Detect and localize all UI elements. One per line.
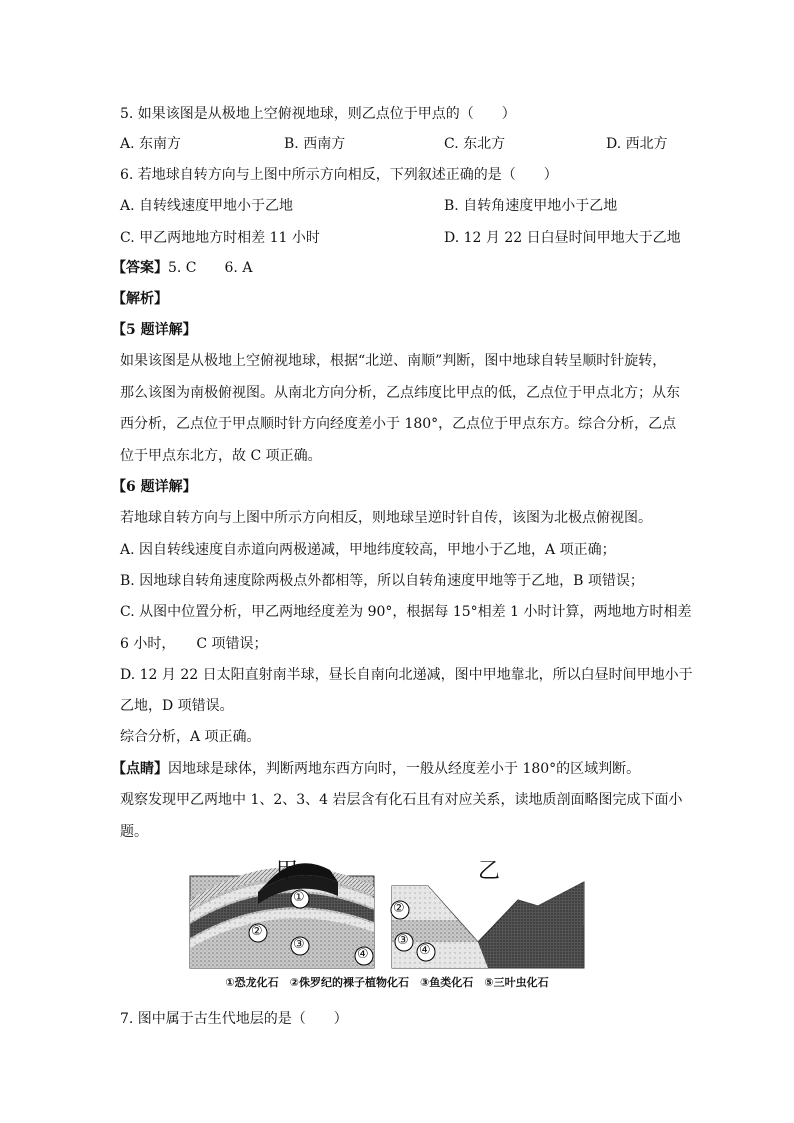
q5-stem: 5. 如果该图是从极地上空俯视地球，则乙点位于甲点的（ ）	[120, 106, 516, 122]
q5-option-d: D. 西北方	[606, 136, 668, 152]
q6-stem: 6. 若地球自转方向与上图中所示方向相反，下列叙述正确的是（ ）	[120, 167, 558, 183]
marker-3-yi: ③	[397, 933, 409, 948]
q5-detail-line: 位于甲点东北方，故 C 项正确。	[120, 448, 322, 464]
geologic-section-figure	[188, 856, 586, 996]
marker-2-jia: ②	[251, 924, 263, 939]
q5-detail-line: 西分析，乙点位于甲点顺时针方向经度差小于 180°，乙点位于甲点东方。综合分析，乙点	[120, 416, 677, 432]
label-jia: 甲	[276, 859, 299, 884]
q6-option-c: C. 甲乙两地地方时相差 11 小时	[120, 230, 320, 246]
tip-line	[112, 759, 640, 779]
marker-1-jia: ①	[293, 890, 305, 905]
tip-text: 因地球是球体，判断两地东西方向时，一般从经度差小于 180°的区域判断。	[168, 761, 641, 777]
answer-line	[112, 258, 252, 278]
marker-4-jia: ④	[357, 947, 369, 962]
q6-detail-line: B. 因地球自转角速度除两极点外都相等，所以自转角速度甲地等于乙地，B 项错误；	[120, 573, 644, 589]
q5-option-a: A. 东南方	[120, 136, 182, 152]
q6-option-b: B. 自转角速度甲地小于乙地	[444, 198, 618, 214]
figure-legend: ①恐龙化石 ②侏罗纪的裸子植物化石 ③鱼类化石 ⑤三叶虫化石	[225, 976, 549, 989]
q6-detail-line: 乙地，D 项错误。	[120, 698, 234, 714]
geologic-section-diagram	[188, 856, 586, 972]
q6-detail-line: A. 因自转线速度自赤道向两极递减，甲地纬度较高，甲地小于乙地，A 项正确；	[120, 542, 616, 558]
q6-option-a: A. 自转线速度甲地小于乙地	[120, 198, 294, 214]
answer-text: 5. C 6. A	[168, 260, 253, 276]
q5-detail-line: 如果该图是从极地上空俯视地球，根据“北逆、南顺”判断，图中地球自转呈顺时针旋转，	[120, 353, 667, 369]
q6-detail-line: D. 12 月 22 日太阳直射南半球，昼长自南向北递减，图中甲地靠北，所以白昼时间甲地小于	[120, 667, 693, 683]
marker-4-yi: ④	[419, 943, 431, 958]
q6-detail-line: C. 从图中位置分析，甲乙两地经度差为 90°，根据每 15°相差 1 小时计算，两地地方时相差	[120, 604, 692, 620]
label-yi: 乙	[478, 859, 501, 884]
marker-3-jia: ③	[293, 937, 305, 952]
q6-detail-line: 若地球自转方向与上图中所示方向相反，则地球呈逆时针自传，该图为北极点俯视图。	[120, 510, 652, 526]
q5-detail-title: 【5 题详解】	[112, 322, 197, 338]
q5-option-c: C. 东北方	[444, 136, 506, 152]
q5-detail-line: 那么该图为南极俯视图。从南北方向分析，乙点纬度比甲点的低，乙点位于甲点北方；从东	[120, 385, 680, 401]
intro-line: 观察发现甲乙两地中 1、2、3、4 岩层含有化石且有对应关系，读地质剖面略图完成下面小	[120, 792, 683, 808]
q6-detail-line: 6 小时， C 项错误；	[120, 636, 268, 652]
q6-option-d: D. 12 月 22 日白昼时间甲地大于乙地	[444, 230, 681, 246]
answer-label: 【答案】	[112, 260, 168, 276]
q6-detail-line: 综合分析，A 项正确。	[120, 729, 261, 745]
q7-stem: 7. 图中属于古生代地层的是（ ）	[120, 1011, 348, 1027]
intro-line: 题。	[120, 824, 148, 840]
q5-option-b: B. 西南方	[284, 136, 346, 152]
analysis-label: 【解析】	[112, 291, 168, 307]
marker-2-yi: ②	[393, 901, 405, 916]
q6-detail-title: 【6 题详解】	[112, 479, 197, 495]
tip-label: 【点睛】	[112, 761, 168, 777]
